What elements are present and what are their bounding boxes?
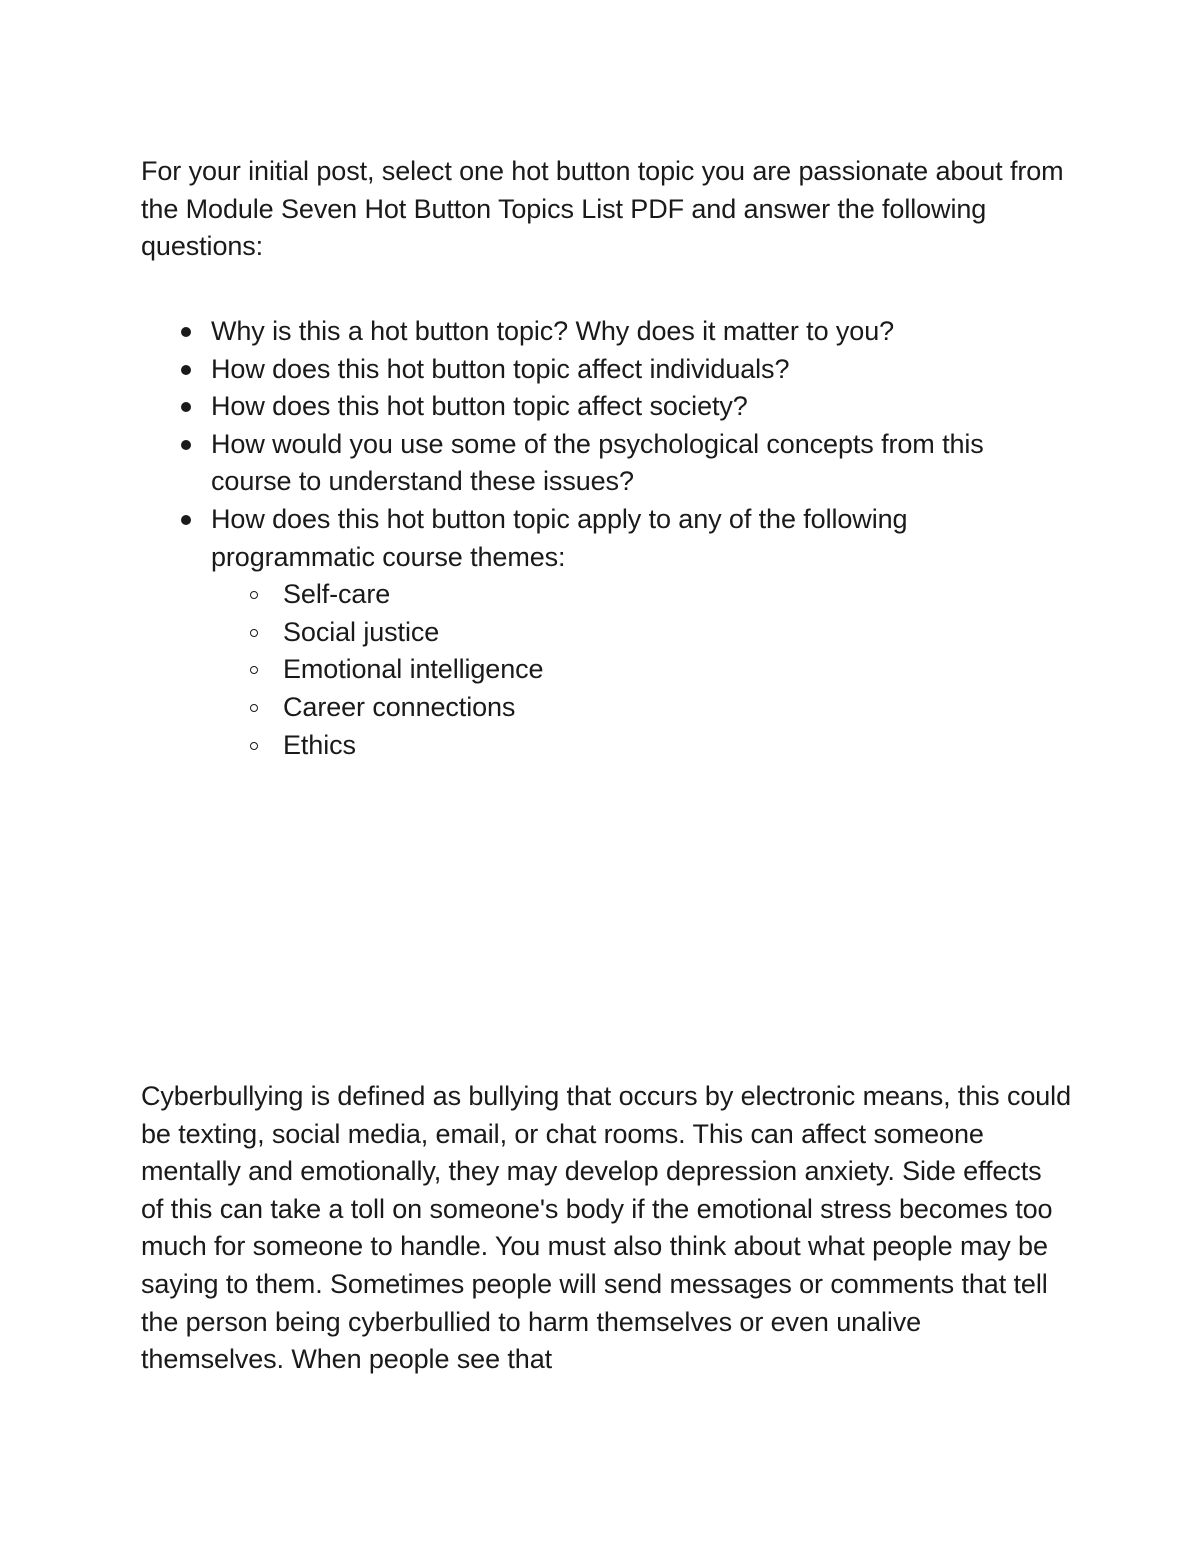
question-text: How does this hot button topic affect individuals? [211, 353, 790, 384]
hollow-bullet-icon [250, 666, 258, 674]
hollow-bullet-icon [250, 591, 258, 599]
question-text: How does this hot button topic apply to any of the following programmatic course themes: [211, 503, 908, 572]
hollow-bullet-icon [250, 629, 258, 637]
answer-text: Cyberbullying is defined as bullying that occurs by electronic means, this could be texting, social media, email, or chat rooms. This can affect someone mentally and emotionally, they may develop depression anxiety. Side effects of this can take a toll on someone's body if the emotional stress becomes too much for someone to handle. You must also think about what people may be saying to them. Sometimes people will send messages or comments that tell the person being cyberbullied to harm themselves or even unalive themselves. When people see that [141, 1081, 1071, 1375]
theme-text: Emotional intelligence [283, 654, 544, 685]
list-item [141, 351, 1061, 389]
sublist-item [211, 576, 1061, 614]
list-item [141, 426, 1061, 501]
intro-text: For your initial post, select one hot button topic you are passionate about from the Module Seven Hot Button Topics List PDF and answer the following questions: [141, 156, 1064, 262]
theme-text: Ethics [283, 729, 356, 760]
bullet-icon [181, 365, 191, 375]
intro-paragraph [141, 153, 1071, 266]
themes-list [211, 576, 1061, 764]
question-text: How would you use some of the psychological concepts from this course to understand these issues? [211, 428, 984, 497]
answer-paragraph [141, 1078, 1071, 1379]
sublist-item [211, 651, 1061, 689]
hollow-bullet-icon [250, 704, 258, 712]
list-item [141, 501, 1061, 764]
theme-text: Self-care [283, 579, 391, 610]
question-text: Why is this a hot button topic? Why does it matter to you? [211, 316, 895, 346]
hollow-bullet-icon [250, 742, 258, 750]
sublist-item [211, 727, 1061, 765]
theme-text: Career connections [283, 691, 516, 722]
bullet-icon [181, 440, 191, 450]
bullet-icon [181, 402, 191, 412]
bullet-icon [181, 515, 191, 525]
list-item [141, 388, 1061, 426]
list-item [141, 313, 1061, 351]
sublist-item [211, 614, 1061, 652]
questions-list [141, 313, 1061, 764]
bullet-icon [181, 327, 191, 337]
sublist-item [211, 689, 1061, 727]
theme-text: Social justice [283, 616, 440, 647]
question-text: How does this hot button topic affect society? [211, 391, 748, 422]
